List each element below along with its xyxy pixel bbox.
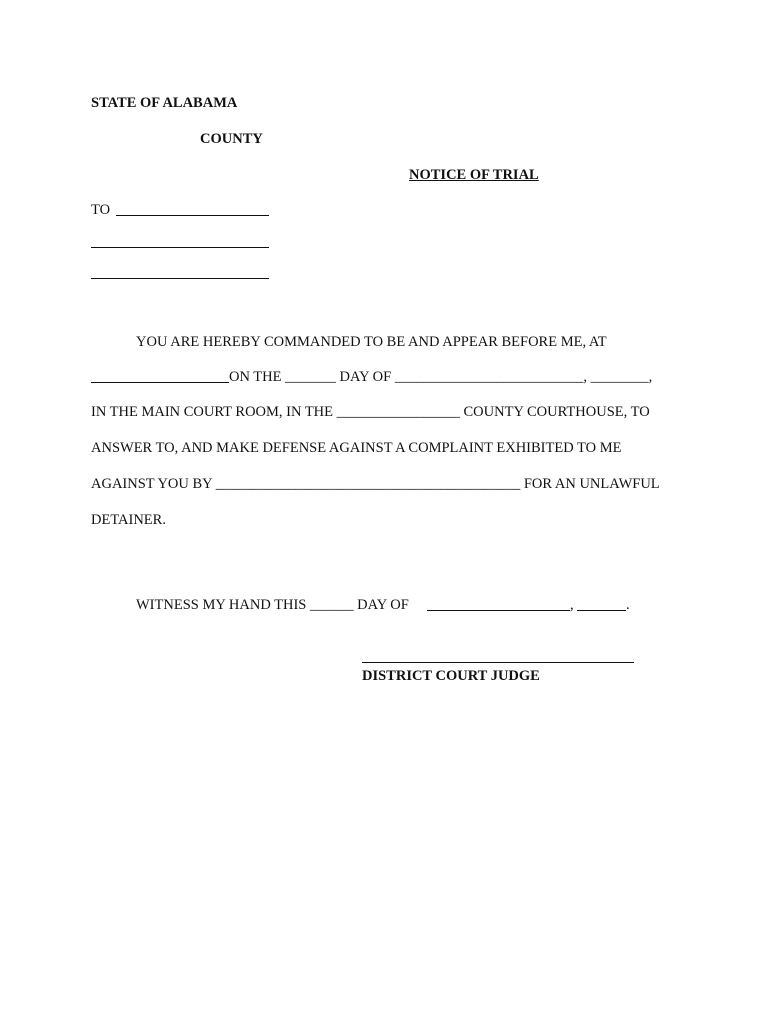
witness-text: WITNESS MY HAND THIS ______ DAY OF	[136, 597, 409, 613]
body-line-4: ANSWER TO, AND MAKE DEFENSE AGAINST A COMPLAINT EXHIBITED TO ME	[91, 440, 622, 456]
to-label: TO	[91, 202, 111, 218]
body-line-2: ON THE _______ DAY OF __________________________, ________,	[229, 369, 653, 385]
county-heading: COUNTY	[200, 131, 263, 147]
state-heading: STATE OF ALABAMA	[91, 95, 238, 111]
document-title: NOTICE OF TRIAL	[409, 167, 539, 183]
body-line-1: YOU ARE HEREBY COMMANDED TO BE AND APPEAR BEFORE ME, AT	[136, 334, 607, 350]
witness-month-line	[427, 610, 570, 611]
body-line-6: DETAINER.	[91, 512, 166, 528]
body-line-3: IN THE MAIN COURT ROOM, IN THE _________________ COUNTY COURTHOUSE, TO	[91, 404, 650, 420]
addressee-address-line-2	[91, 278, 269, 279]
addressee-name-line	[116, 215, 269, 216]
witness-period: .	[626, 597, 630, 613]
body-line-5: AGAINST YOU BY __________________________________________ FOR AN UNLAWFUL	[91, 476, 660, 492]
witness-year-line	[577, 610, 626, 611]
signature-line	[362, 662, 634, 663]
signature-label: DISTRICT COURT JUDGE	[362, 668, 540, 684]
witness-comma: ,	[570, 597, 574, 613]
addressee-address-line-1	[91, 247, 269, 248]
location-blank-line	[91, 382, 229, 383]
